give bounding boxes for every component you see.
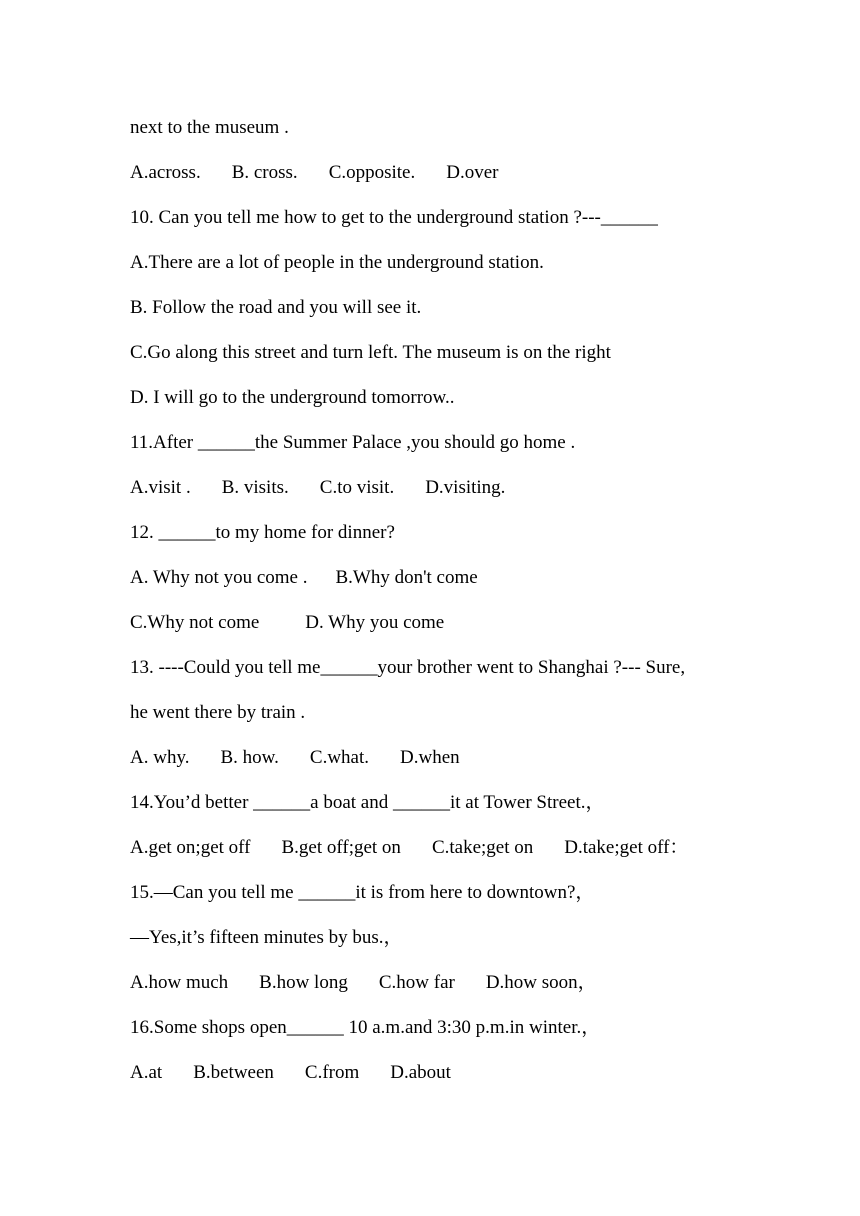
q16-option-d: D.about bbox=[390, 1062, 451, 1083]
q13-stem: 13. ----Could you tell me______your brother went to Shanghai ?--- Sure, bbox=[130, 657, 686, 678]
q13-stem-continued: he went there by train . bbox=[130, 702, 306, 723]
q14-options bbox=[130, 834, 750, 879]
q14-option-b: B.get off;get on bbox=[281, 837, 401, 858]
q12-options-row2 bbox=[130, 609, 750, 654]
q16-options bbox=[130, 1059, 750, 1104]
q14-option-d: D.take;get off： bbox=[564, 837, 689, 858]
q11-options bbox=[130, 474, 750, 519]
q16-stem: 16.Some shops open______ 10 a.m.and 3:30 p.m.in winter.， bbox=[130, 1017, 601, 1038]
q13-options bbox=[130, 744, 750, 789]
q15-option-b: B.how long bbox=[259, 972, 348, 993]
q14-option-c: C.take;get on bbox=[431, 837, 534, 858]
q13-option-c: C.what. bbox=[309, 747, 369, 768]
q16-option-c: C.from bbox=[304, 1062, 360, 1083]
q12-option-a: A. Why not you come . bbox=[130, 567, 308, 588]
q15-option-d: D.how soon， bbox=[485, 972, 597, 993]
q11-option-c: C.to visit. bbox=[319, 477, 395, 498]
q9-option-d: D.over bbox=[446, 162, 499, 183]
q11-stem: 11.After ______the Summer Palace ,you should go home . bbox=[130, 432, 576, 453]
q14-option-a: A.get on;get off bbox=[130, 837, 251, 858]
q16-option-b: B.between bbox=[193, 1062, 274, 1083]
q10-option-a: A.There are a lot of people in the underground station. bbox=[130, 252, 544, 273]
q15-options bbox=[130, 969, 750, 1014]
q9-option-a: A.across. bbox=[130, 162, 201, 183]
q16-option-a: A.at bbox=[130, 1062, 163, 1083]
q10-option-c: C.Go along this street and turn left. The museum is on the right bbox=[130, 342, 611, 363]
q9-options bbox=[130, 159, 750, 204]
q11-option-a: A.visit . bbox=[130, 477, 191, 498]
q13-option-a: A. why. bbox=[130, 747, 190, 768]
q13-option-d: D.when bbox=[400, 747, 460, 768]
question-list bbox=[130, 114, 750, 1104]
q11-option-d: D.visiting. bbox=[425, 477, 506, 498]
q9-option-b: B. cross. bbox=[231, 162, 298, 183]
q12-option-d: D. Why you come bbox=[305, 612, 445, 633]
q13-option-b: B. how. bbox=[220, 747, 279, 768]
q12-stem: 12. ______to my home for dinner? bbox=[130, 522, 395, 543]
q14-stem: 14.You’d better ______a boat and ______it at Tower Street.， bbox=[130, 792, 605, 813]
q9-option-c: C.opposite. bbox=[328, 162, 416, 183]
q10-option-b: B. Follow the road and you will see it. bbox=[130, 297, 422, 318]
q15-option-c: C.how far bbox=[378, 972, 455, 993]
q12-option-b: B.Why don't come bbox=[335, 567, 478, 588]
q12-options-row1 bbox=[130, 564, 750, 609]
q12-option-c: C.Why not come bbox=[130, 612, 260, 633]
q15-reply: —Yes,it’s fifteen minutes by bus.， bbox=[130, 927, 403, 948]
q10-option-d: D. I will go to the underground tomorrow.. bbox=[130, 387, 455, 408]
q11-option-b: B. visits. bbox=[221, 477, 289, 498]
q10-stem: 10. Can you tell me how to get to the underground station ?---______ bbox=[130, 207, 658, 228]
q15-option-a: A.how much bbox=[130, 972, 229, 993]
q15-stem: 15.—Can you tell me ______it is from here to downtown?， bbox=[130, 882, 595, 903]
q9-stem-continued: next to the museum . bbox=[130, 117, 289, 138]
